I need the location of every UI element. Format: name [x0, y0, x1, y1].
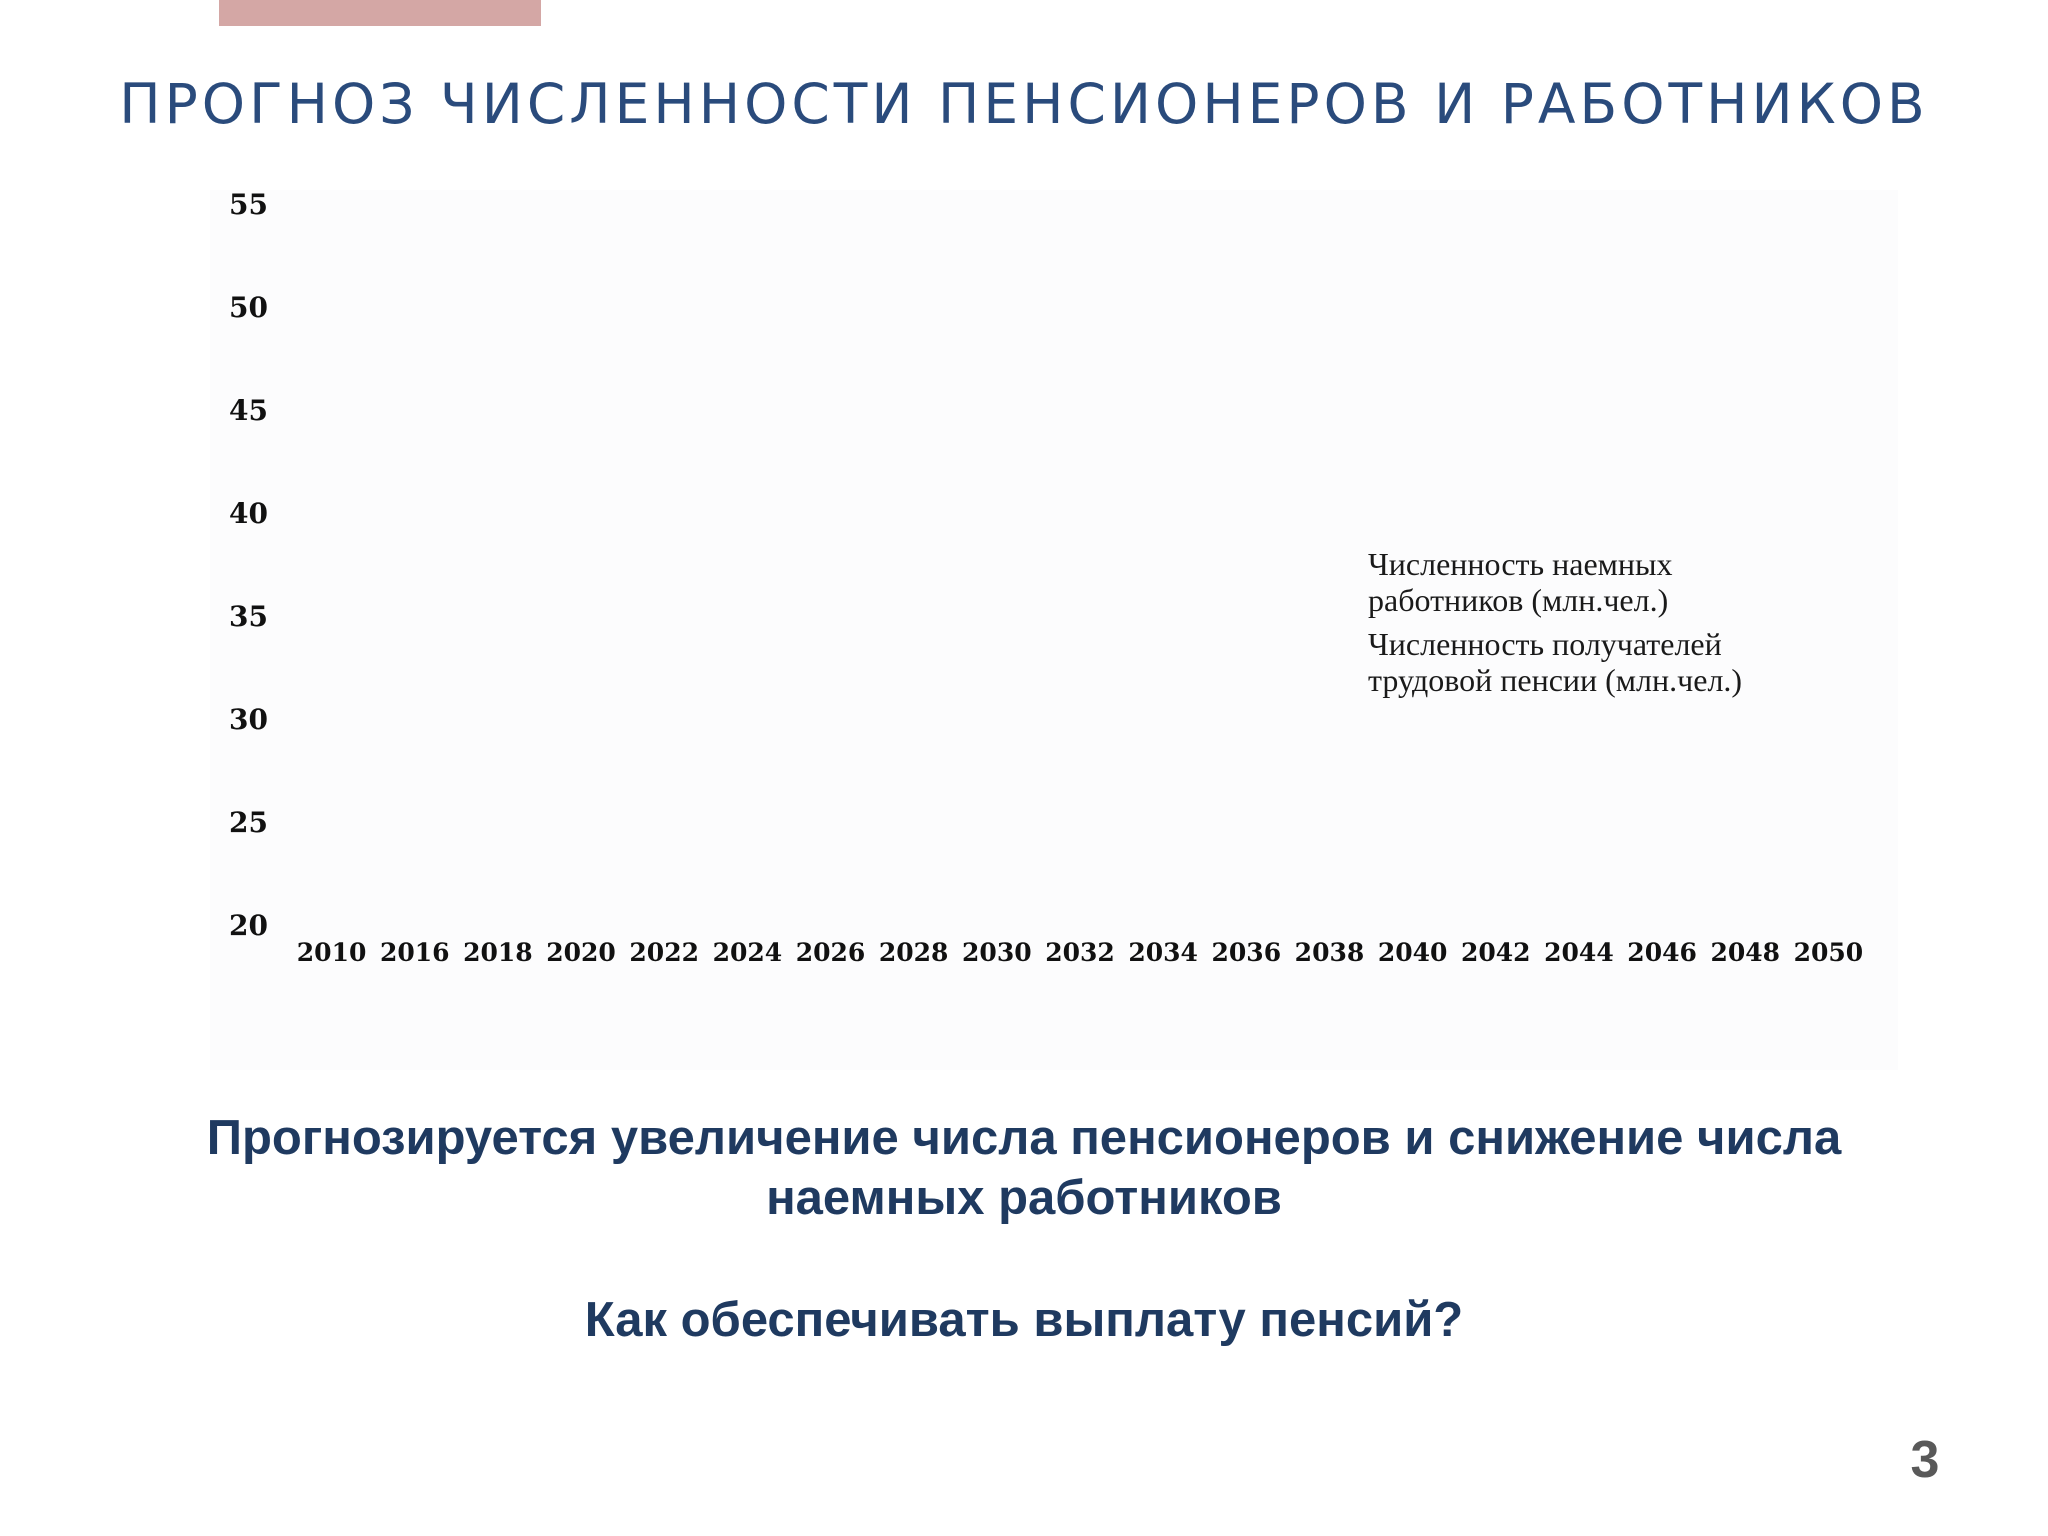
x-tick-label: 2010 — [296, 938, 367, 967]
legend-entry: Численность наемных работников (млн.чел.) — [1368, 546, 1673, 618]
y-tick-label: 45 — [229, 394, 268, 427]
y-tick-label: 20 — [229, 909, 268, 942]
x-tick-label: 2040 — [1377, 938, 1448, 967]
y-axis-ticks — [229, 188, 268, 942]
x-tick-label: 2020 — [546, 938, 616, 967]
x-tick-label: 2044 — [1544, 938, 1614, 967]
legend — [1368, 546, 1742, 698]
x-tick-label: 2028 — [878, 938, 949, 967]
legend-entry: Численность получателей трудовой пенсии (млн.чел.) — [1368, 626, 1743, 698]
x-tick-label: 2018 — [463, 938, 533, 967]
y-tick-label: 55 — [229, 188, 268, 221]
conclusion-line-1: Прогнозируется увеличение числа пенсионеров и снижение числа — [206, 1111, 1842, 1165]
conclusion-text — [0, 1108, 2048, 1228]
x-tick-label: 2048 — [1710, 938, 1781, 967]
x-tick-label: 2032 — [1045, 938, 1115, 967]
x-tick-label: 2030 — [962, 938, 1032, 967]
x-tick-label: 2024 — [712, 938, 783, 967]
page-number: 3 — [1910, 1431, 1940, 1489]
y-tick-label: 35 — [229, 600, 268, 633]
slide-title: ПРОГНОЗ ЧИСЛЕННОСТИ ПЕНСИОНЕРОВ И РАБОТНИКОВ — [119, 72, 1929, 136]
x-tick-label: 2042 — [1460, 938, 1531, 967]
y-tick-label: 40 — [229, 497, 268, 530]
y-tick-label: 30 — [229, 703, 268, 736]
x-tick-label: 2034 — [1128, 938, 1198, 967]
x-axis-ticks — [297, 938, 1863, 967]
y-tick-label: 50 — [229, 291, 268, 324]
x-tick-label: 2016 — [379, 938, 450, 967]
x-tick-label: 2046 — [1627, 938, 1697, 967]
x-tick-label: 2036 — [1211, 938, 1282, 967]
x-tick-label: 2026 — [795, 938, 866, 967]
y-tick-label: 25 — [229, 806, 268, 839]
conclusion-line-2: наемных работников — [766, 1171, 1282, 1225]
x-tick-label: 2050 — [1793, 938, 1864, 967]
x-tick-label: 2038 — [1294, 938, 1365, 967]
question-text: Как обеспечивать выплату пенсий? — [584, 1293, 1464, 1347]
x-tick-label: 2022 — [629, 938, 700, 967]
